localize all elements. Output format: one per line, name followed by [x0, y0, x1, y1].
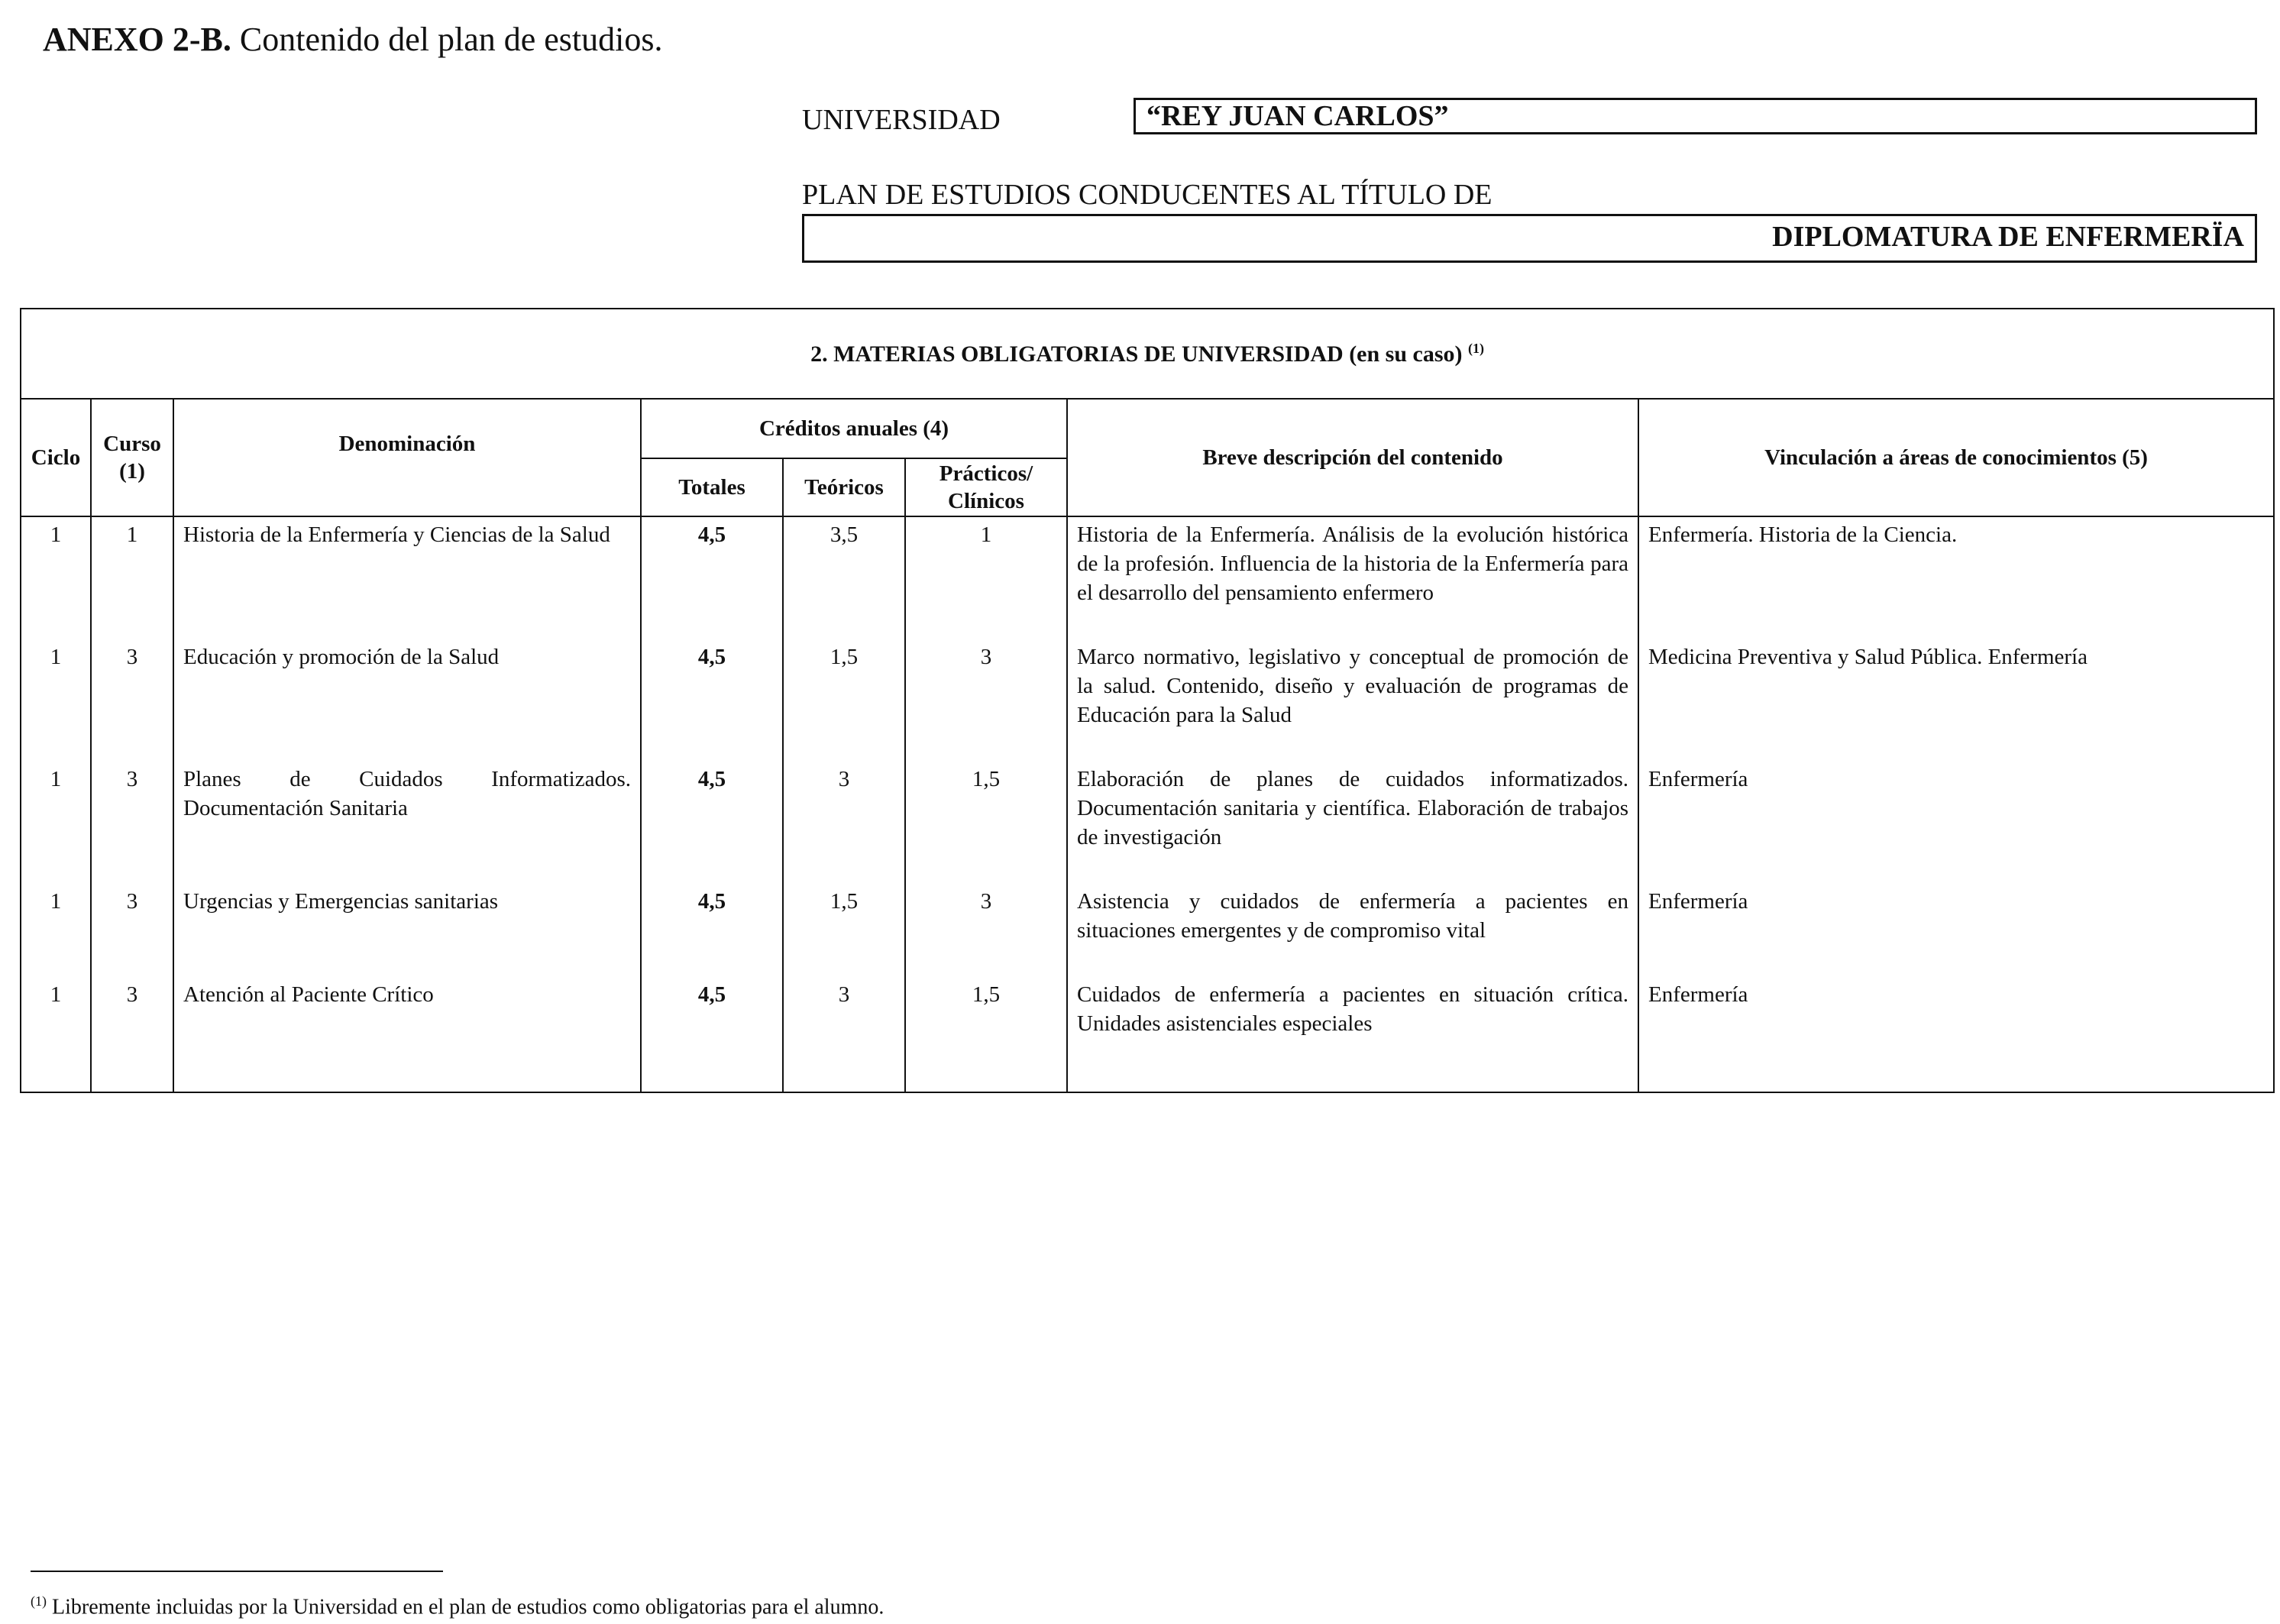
header-practicos-line1: Prácticos/: [939, 461, 1033, 486]
cell-totales: 4,5: [641, 639, 783, 762]
header-practicos-line2: Clínicos: [948, 489, 1024, 513]
table-row: [21, 516, 2274, 639]
footnote-text: Libremente incluidas por la Universidad en el plan de estudios como obligatorias para el alumno.: [47, 1595, 885, 1619]
cell-denominacion: Urgencias y Emergencias sanitarias: [173, 884, 641, 977]
cell-ciclo: 1: [21, 884, 91, 977]
cell-ciclo: 1: [21, 516, 91, 639]
cell-teoricos: 1,5: [783, 884, 905, 977]
cell-descripcion: Cuidados de enfermería a pacientes en situación crítica. Unidades asistenciales especiales: [1067, 977, 1638, 1092]
cell-ciclo: 1: [21, 977, 91, 1092]
anexo-subtitle: Contenido del plan de estudios.: [231, 21, 663, 58]
cell-totales: 4,5: [641, 516, 783, 639]
header-curso-label: Curso: [103, 432, 161, 456]
cell-practicos: 3: [905, 639, 1067, 762]
cell-ciclo: 1: [21, 639, 91, 762]
cell-teoricos: 1,5: [783, 639, 905, 762]
cell-practicos: 1: [905, 516, 1067, 639]
table-row: [21, 884, 2274, 977]
cell-curso: 3: [91, 977, 173, 1092]
titulo-field: DIPLOMATURA DE ENFERMERÏA: [802, 214, 2257, 263]
cell-descripcion: Elaboración de planes de cuidados informatizados. Documentación sanitaria y científica. Elaboración de trabajos de investigación: [1067, 762, 1638, 884]
materias-table: [20, 308, 2275, 1093]
header-creditos: Créditos anuales (4): [641, 399, 1067, 458]
cell-vinculacion: Medicina Preventiva y Salud Pública. Enfermería: [1638, 639, 2274, 762]
header-curso: [91, 399, 173, 516]
cell-practicos: 1,5: [905, 977, 1067, 1092]
cell-curso: 3: [91, 762, 173, 884]
cell-practicos: 3: [905, 884, 1067, 977]
header-descripcion: Breve descripción del contenido: [1067, 399, 1638, 516]
cell-teoricos: 3: [783, 762, 905, 884]
footnote-marker: (1): [31, 1593, 47, 1609]
universidad-label: UNIVERSIDAD: [802, 104, 1001, 136]
cell-curso: 1: [91, 516, 173, 639]
cell-practicos: 1,5: [905, 762, 1067, 884]
cell-vinculacion: Enfermería: [1638, 977, 2274, 1092]
header-practicos: [905, 458, 1067, 516]
cell-teoricos: 3,5: [783, 516, 905, 639]
table-row: [21, 762, 2274, 884]
header-curso-note: (1): [119, 459, 145, 484]
cell-vinculacion: Enfermería. Historia de la Ciencia.: [1638, 516, 2274, 639]
cell-teoricos: 3: [783, 977, 905, 1092]
cell-totales: 4,5: [641, 884, 783, 977]
cell-ciclo: 1: [21, 762, 91, 884]
cell-curso: 3: [91, 884, 173, 977]
cell-vinculacion: Enfermería: [1638, 762, 2274, 884]
cell-denominacion: Atención al Paciente Crítico: [173, 977, 641, 1092]
cell-denominacion: Educación y promoción de la Salud: [173, 639, 641, 762]
plan-label: PLAN DE ESTUDIOS CONDUCENTES AL TÍTULO DE: [802, 179, 1493, 211]
footnote: [31, 1586, 884, 1622]
header-denominacion: Denominación: [173, 399, 641, 516]
anexo-label: ANEXO 2-B.: [43, 21, 231, 58]
header-totales: Totales: [641, 458, 783, 516]
cell-totales: 4,5: [641, 762, 783, 884]
universidad-field: “REY JUAN CARLOS”: [1134, 98, 2257, 134]
header-ciclo: Ciclo: [21, 399, 91, 516]
section-title: [21, 309, 2274, 399]
header-teoricos: Teóricos: [783, 458, 905, 516]
section-title-text: 2. MATERIAS OBLIGATORIAS DE UNIVERSIDAD (en su caso): [810, 341, 1463, 367]
footnote-divider: [31, 1571, 443, 1572]
section-title-note: (1): [1468, 340, 1485, 356]
document-heading: [43, 17, 663, 63]
cell-vinculacion: Enfermería: [1638, 884, 2274, 977]
cell-descripcion: Historia de la Enfermería. Análisis de la evolución histórica de la profesión. Influencia de la historia de la Enfermería para el desarrollo del pensamiento enfermero: [1067, 516, 1638, 639]
cell-totales: 4,5: [641, 977, 783, 1092]
table-row: [21, 639, 2274, 762]
cell-descripcion: Asistencia y cuidados de enfermería a pacientes en situaciones emergentes y de compromiso vital: [1067, 884, 1638, 977]
cell-descripcion: Marco normativo, legislativo y conceptual de promoción de la salud. Contenido, diseño y evaluación de programas de Educación para la Salud: [1067, 639, 1638, 762]
table-row: [21, 977, 2274, 1092]
cell-denominacion: Historia de la Enfermería y Ciencias de la Salud: [173, 516, 641, 639]
header-vinculacion: Vinculación a áreas de conocimientos (5): [1638, 399, 2274, 516]
cell-denominacion: Planes de Cuidados Informatizados. Documentación Sanitaria: [173, 762, 641, 884]
cell-curso: 3: [91, 639, 173, 762]
